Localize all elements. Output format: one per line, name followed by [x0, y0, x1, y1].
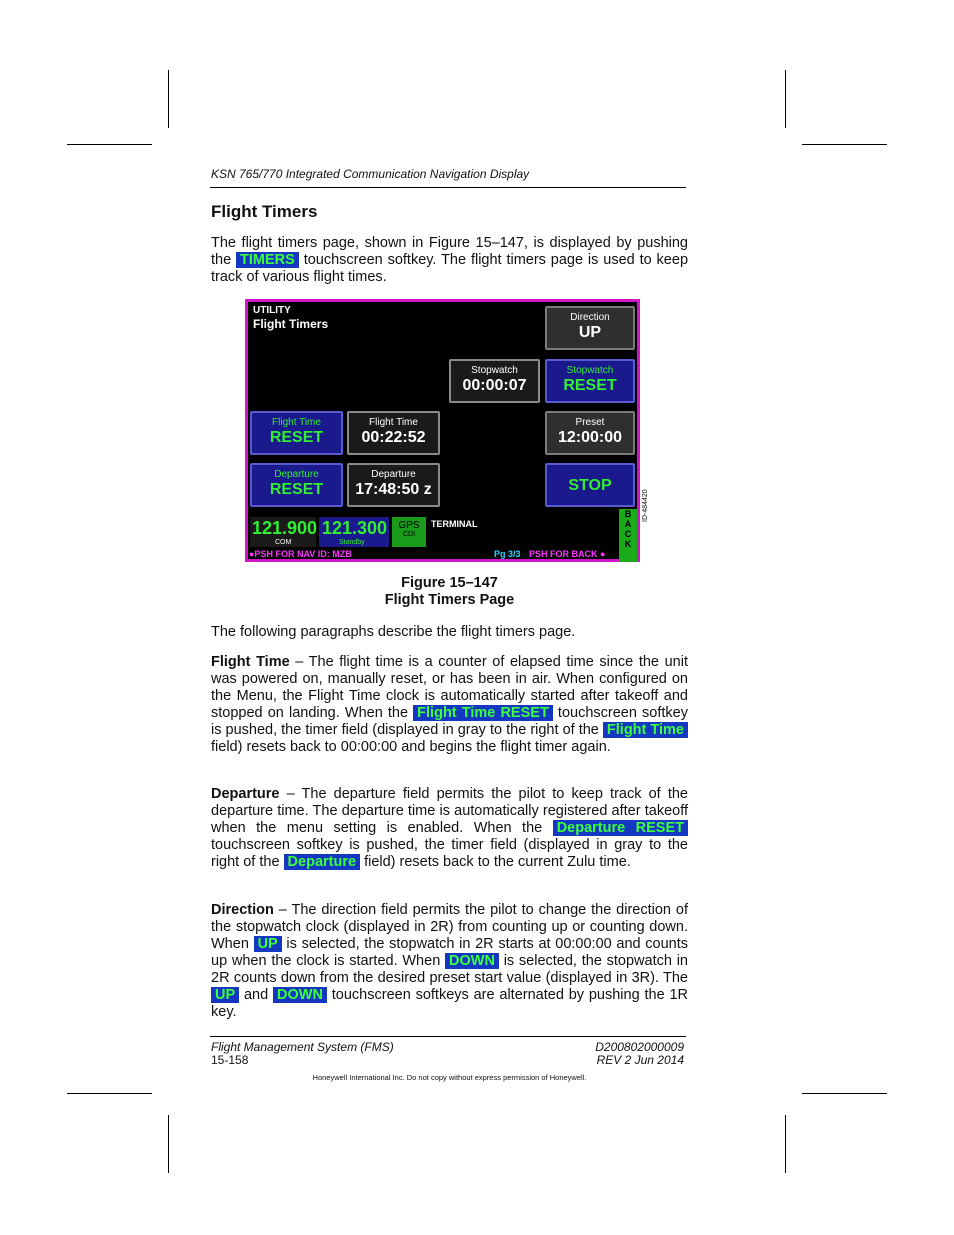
status-bar [248, 549, 622, 562]
departure-ref: Departure [284, 854, 361, 870]
crop-mark [785, 1115, 786, 1173]
footer-left-1: Flight Management System (FMS) [211, 1040, 394, 1054]
utility-label: UTILITY [253, 305, 291, 316]
status-left: ●PSH FOR NAV ID: MZB [249, 549, 352, 559]
flight-timers-screen [245, 299, 640, 562]
flight-time-reset-button[interactable]: Flight Time RESET [250, 411, 343, 455]
com-frequency[interactable]: 121.900 COM [252, 518, 318, 546]
footer-rule [210, 1036, 686, 1037]
departure-reset-ref: Departure RESET [553, 820, 688, 836]
timers-softkey-ref: TIMERS [236, 252, 299, 268]
flight-time-field: Flight Time 00:22:52 [347, 411, 440, 455]
departure-paragraph: Departure – The departure field permits the pilot to keep track of the departure time. The departure time is automatically registered after takeoff when the menu setting is enabled. When the Departure RESET touchscreen softkey is pushed, the timer field (displayed in gray to the right of the Departure field) resets back to the current Zulu time. [211, 786, 688, 870]
up-ref: UP [211, 987, 239, 1003]
flight-time-ref: Flight Time [603, 722, 688, 738]
intro-paragraph: The flight timers page, shown in Figure 15–147, is displayed by pushing the TIMERS touchscreen softkey. The flight timers page is used to keep track of various flight times. [211, 235, 689, 285]
section-title: Flight Timers [211, 202, 318, 221]
crop-mark [67, 1093, 152, 1094]
back-button[interactable]: B A C K [619, 509, 637, 562]
crop-mark [785, 70, 786, 128]
terminal-annunciator: TERMINAL [431, 519, 478, 529]
crop-mark [802, 1093, 887, 1094]
crop-mark [168, 70, 169, 128]
stopwatch-field: Stopwatch 00:00:07 [449, 359, 540, 403]
direction-paragraph: Direction – The direction field permits the pilot to change the direction of the stopwatch clock (displayed in 2R) from counting up or counting down. When UP is selected, the stopwatch in 2R starts at 00:00:00 and counts up when the clock is started. When DOWN is selected, the stopwatch in 2R counts down from the desired preset start value (displayed in 3R). The UP and DOWN touchscreen softkeys are alternated by pushing the 1R key. [211, 902, 689, 1020]
crop-mark [802, 144, 887, 145]
departure-reset-button[interactable]: Departure RESET [250, 463, 343, 507]
preset-button[interactable]: Preset 12:00:00 [545, 411, 635, 455]
figure-number: Figure 15–147 [401, 575, 498, 591]
figure-title: Flight Timers Page [384, 592, 515, 608]
up-ref: UP [254, 936, 282, 952]
footer-revision: REV 2 Jun 2014 [596, 1053, 684, 1067]
status-page: Pg 3/3 [494, 549, 521, 559]
flight-time-paragraph: Flight Time – The flight time is a counter of elapsed time since the unit was powered on, manually reset, or has been in air. When configured on the Menu, the Flight Time clock is automatically started after takeoff and stopped on landing. When the Flight Time RESET touchscreen softkey is pushed, the timer field (displayed in gray to the right of the Flight Time field) resets back to 00:00:00 and begins the flight timer again. [211, 654, 688, 755]
footer-doc-number: D200802000009 [595, 1040, 684, 1054]
status-right: PSH FOR BACK ● [529, 549, 606, 559]
footer-page-number: 15-158 [211, 1053, 249, 1067]
down-ref: DOWN [445, 953, 499, 969]
flight-time-reset-ref: Flight Time RESET [413, 705, 553, 721]
crop-mark [67, 144, 152, 145]
stop-button[interactable]: STOP [545, 463, 635, 507]
direction-button[interactable]: Direction UP [545, 306, 635, 350]
departure-field: Departure 17:48:50 z [347, 463, 440, 507]
following-paragraph: The following paragraphs describe the flight timers page. [211, 624, 576, 640]
crop-mark [168, 1115, 169, 1173]
stopwatch-reset-button[interactable]: Stopwatch RESET [545, 359, 635, 403]
header-rule [210, 187, 686, 188]
standby-frequency[interactable]: 121.300 Standby [319, 517, 389, 547]
copyright-notice: Honeywell International Inc. Do not copy without express permission of Honeywell. [312, 1073, 587, 1082]
running-header: KSN 765/770 Integrated Communication Navigation Display [211, 167, 530, 181]
gps-cdi-indicator[interactable]: GPS CDI [392, 517, 426, 547]
screen-page-title: Flight Timers [253, 317, 329, 331]
figure-id: ID-484420 [642, 489, 649, 522]
down-ref: DOWN [273, 987, 327, 1003]
